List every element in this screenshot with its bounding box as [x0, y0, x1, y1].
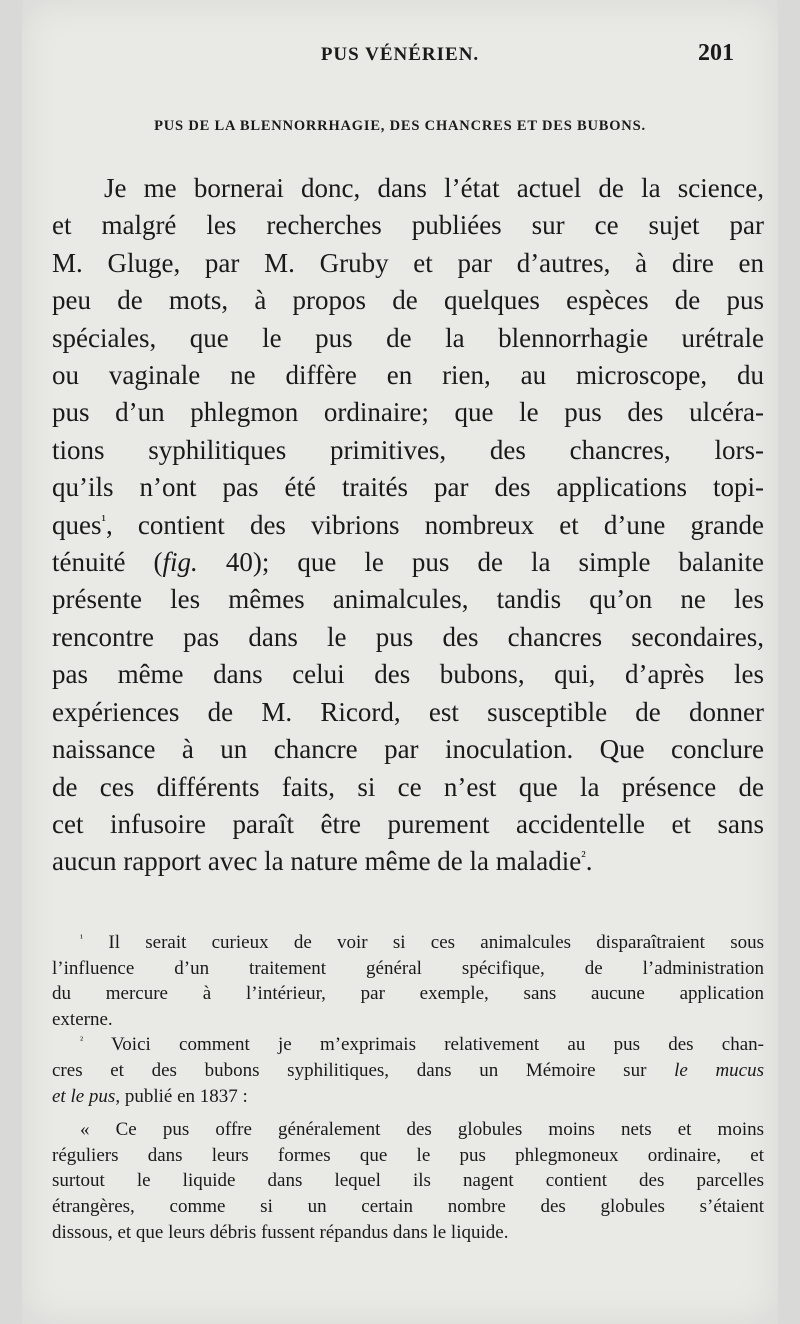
body-line: pas même dans celui des bubons, qui, d’après les [52, 659, 764, 690]
section-heading: PUS DE LA BLENNORRHAGIE, DES CHANCRES ET DES BUBONS. [154, 118, 646, 134]
body-line: ou vaginale ne diffère en rien, au microscope, du [52, 360, 764, 391]
footnote-quote: « Ce pus offre généralement des globules moins nets et moins réguliers dans leurs formes que le pus phlegmoneux ordinaire, et surtout le liquide dans lequel ils nagent contient des parcelles étrangères, comme si un certain nombre des globules s’étaient dissous, et que leurs débris fussent répandus dans le liquide. [52, 1119, 764, 1243]
page-number: 201 [698, 40, 734, 66]
body-line: naissance à un chancre par inoculation. Que conclure [52, 734, 764, 765]
body-line: pus d’un phlegmon ordinaire; que le pus des ulcéra- [52, 397, 764, 428]
footnote-1: $^{^1}$ Il serait curieux de voir si ces animalcules disparaîtraient sous l’influence d’un traitement général spécifique, de l’administration du mercure à l’intérieur, par exemple, sans aucune application externe. [52, 932, 764, 1030]
body-line: de ces différents faits, si ce n’est que la présence de [52, 771, 764, 802]
title-ref: le mucus [674, 1059, 764, 1081]
figure-ref: fig. [162, 547, 198, 578]
body-line: cet infusoire paraît être purement accidentelle et sans [52, 808, 764, 839]
footnotes [52, 930, 764, 1245]
book-page [22, 0, 778, 1324]
body-line: aucun rapport avec la nature même de la maladie$^{^2}$. [52, 846, 593, 877]
body-line: et malgré les recherches publiées sur ce sujet par [52, 210, 764, 241]
body-line: peu de mots, à propos de quelques espèces de pus [52, 285, 764, 316]
body-line: expériences de M. Ricord, est susceptible de donner [52, 696, 764, 727]
body-line: Je me bornerai donc, dans l’état actuel de la science, [104, 173, 764, 203]
footnote-2: $^{^2}$ Voici comment je m’exprimais relativement au pus des chan- cres et des bubons syphilitiques, dans un Mémoire sur le mucus et le pus, publié en 1837 : [52, 1034, 764, 1107]
body-paragraph [52, 170, 764, 881]
body-line: qu’ils n’ont pas été traités par des applications topi- [52, 472, 764, 503]
body-line: présente les mêmes animalcules, tandis qu’on ne les [52, 584, 764, 615]
footnote-ref-2: ² [581, 849, 586, 866]
footnote-marker-2: ² [80, 1036, 84, 1048]
footnote-ref-1: ¹ [101, 512, 106, 529]
running-head-title: PUS VÉNÉRIEN. [320, 44, 480, 65]
title-ref: et le pus [52, 1085, 116, 1107]
body-line: ques$^{^1}$, contient des vibrions nombreux et d’une grande [52, 509, 764, 540]
body-line: spéciales, que le pus de la blennorrhagie urétrale [52, 322, 764, 353]
body-line: tions syphilitiques primitives, des chancres, lors- [52, 434, 764, 465]
body-line: ténuité (fig. 40); que le pus de la simple balanite [52, 547, 765, 578]
body-line: M. Gluge, par M. Gruby et par d’autres, à dire en [52, 247, 764, 278]
body-line: rencontre pas dans le pus des chancres secondaires, [52, 621, 764, 652]
footnote-marker-1: ¹ [80, 933, 84, 945]
